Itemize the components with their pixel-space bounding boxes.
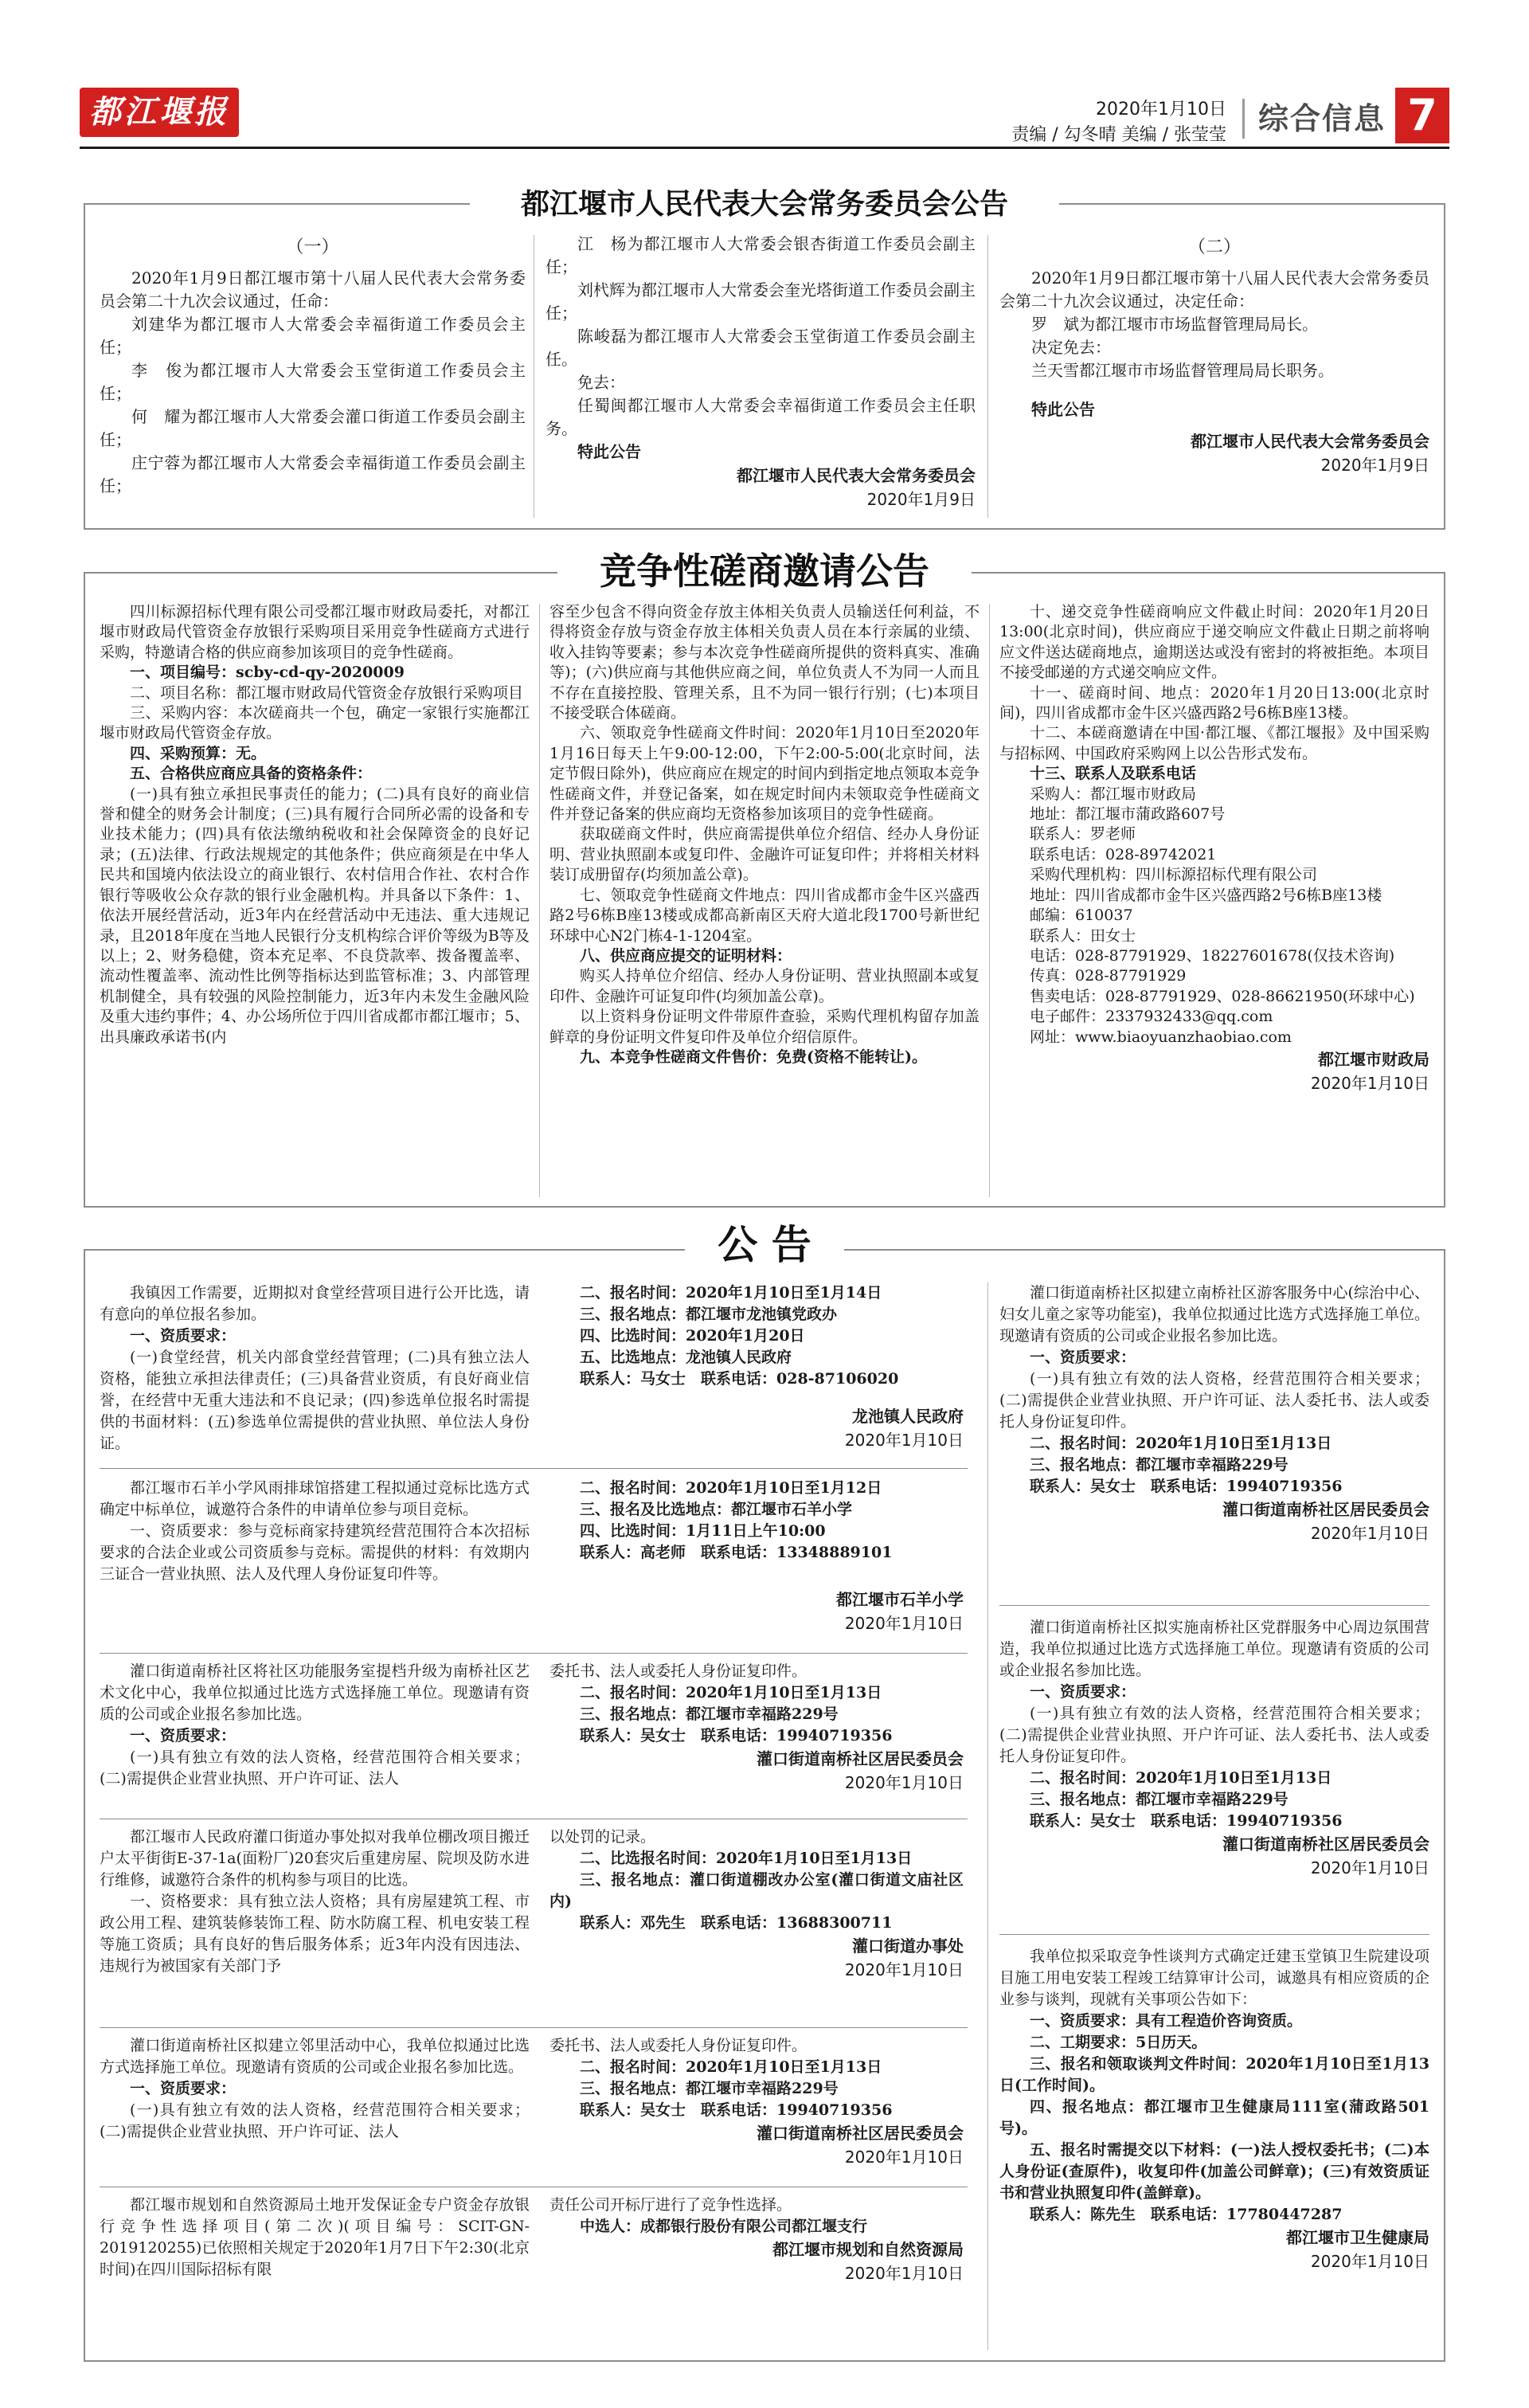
notice-subheading: 一、资质要求： bbox=[130, 1727, 237, 1744]
notice-line: 以处罚的记录。 bbox=[549, 1828, 656, 1846]
newspaper-logo: 都江堰报 bbox=[80, 88, 239, 137]
contact-line: 传真：028-87791929 bbox=[1030, 967, 1187, 985]
notice-paragraph: 灌口街道南桥社区拟建立邻里活动中心，我单位拟通过比选方式选择施工单位。现邀请有资质的公司或企业报名参加比选。 bbox=[100, 2037, 530, 2076]
npc-announcement-title: 都江堰市人民代表大会常务委员会公告 bbox=[470, 185, 1059, 225]
notice-line: 二、报名时间：2020年1月10日至1月14日 bbox=[580, 1284, 882, 1302]
contact-line: 电话：028-87791929、18227601678(仅技术咨询) bbox=[1030, 946, 1395, 965]
npc-two-appointment: 罗 斌为都江堰市市场监督管理局局长。 bbox=[1031, 315, 1318, 334]
notice-signature-org: 都江堰市规划和自然资源局 bbox=[772, 2240, 964, 2259]
notice-line: 三、报名地点：都江堰市幸福路229号 bbox=[1030, 1456, 1289, 1474]
notice-line: 二、比选报名时间：2020年1月10日至1月13日 bbox=[580, 1850, 913, 1867]
consultation-item: 四、采购预算：无。 bbox=[130, 744, 267, 762]
notice-separator bbox=[100, 2027, 968, 2028]
npc-notice-line: 特此公告 bbox=[1031, 400, 1095, 419]
header-rule bbox=[80, 147, 1449, 149]
consultation-paragraph: 获取磋商文件时，供应商需提供单位介绍信、经办人身份证明、营业执照副本或复印件、金融许可证复印件；并将相关材料装订成册留存(均须加盖公章)。 bbox=[549, 825, 980, 884]
npc-appointment: 江 杨为都江堰市人大常委会银杏街道工作委员会副主任； bbox=[546, 234, 976, 276]
notice-item-canteen-right bbox=[549, 1282, 964, 1452]
npc-two-remove-label: 决定免去： bbox=[1031, 338, 1111, 357]
notice-paragraph: 都江堰市规划和自然资源局土地开发保证金专户资金存放银行竞争性选择项目(第二次)(项目编号：SCIT-GN-2019120255)已依照相关规定于2020年1月7日下午2:30(北京时间)在四川国际招标有限 bbox=[100, 2196, 530, 2278]
consultation-item: 五、合格供应商应具备的资格条件： bbox=[130, 765, 373, 783]
contact-line: 售卖电话：028-87791929、028-86621950(环球中心) bbox=[1030, 987, 1415, 1005]
contact-line: 联系人：陈先生 联系电话：17780447287 bbox=[1030, 2206, 1343, 2223]
notice-signature-date: 2020年1月10日 bbox=[1310, 1858, 1429, 1877]
contact-line: 联系人：吴女士 联系电话：19940719356 bbox=[1030, 1812, 1343, 1830]
notice-subheading: 一、资质要求： bbox=[1030, 1349, 1136, 1366]
notice-subheading: 一、资质要求： bbox=[1030, 1683, 1136, 1701]
npc-signature-date: 2020年1月9日 bbox=[866, 490, 976, 509]
notice-signature-org: 灌口街道办事处 bbox=[852, 1936, 964, 1956]
notice-line: 委托书、法人或委托人身份证复印件。 bbox=[549, 1662, 808, 1680]
consultation-signature-org: 都江堰市财政局 bbox=[1318, 1049, 1429, 1069]
consultation-column-3 bbox=[999, 602, 1429, 1095]
npc-part-two-label: （二） bbox=[1187, 237, 1241, 257]
editors-line: 责编 / 勾冬晴 美编 / 张莹莹 bbox=[1011, 125, 1226, 145]
contact-line: 联系人：马女士 联系电话：028-87106020 bbox=[580, 1370, 899, 1388]
notice-item-bank-result-left bbox=[100, 2195, 530, 2281]
contact-line: 联系人：高老师 联系电话：13348889101 bbox=[580, 1544, 893, 1561]
contact-line: 采购人：都江堰市财政局 bbox=[1030, 785, 1197, 803]
notice-line: 四、比选时间：2020年1月20日 bbox=[580, 1327, 805, 1345]
contact-line: 地址：都江堰市蒲政路607号 bbox=[1030, 805, 1226, 824]
column-divider bbox=[987, 235, 988, 518]
notice-signature-org: 龙池镇人民政府 bbox=[852, 1407, 964, 1426]
npc-notice-line: 特此公告 bbox=[577, 442, 641, 461]
notice-paragraph: 一、资质要求：参与竞标商家持建筑经营范围符合本次招标要求的合法企业或公司资质参与竞标。需提供的材料：有效期内三证合一营业执照、法人及代理人身份证复印件等。 bbox=[100, 1522, 530, 1583]
notice-item-repair-left bbox=[100, 1827, 530, 1977]
contact-line: 联系人：田女士 bbox=[1030, 926, 1136, 945]
npc-part-one-label: （一） bbox=[286, 237, 339, 257]
contact-line: 网址：www.biaoyuanzhaobiao.com bbox=[1030, 1028, 1292, 1046]
notice-separator bbox=[100, 1468, 968, 1469]
notice-paragraph: 都江堰市石羊小学风雨排球馆搭建工程拟通过竞标比选方式确定中标单位，诚邀符合条件的申请单位参与项目竞标。 bbox=[100, 1479, 530, 1518]
notice-signature-date: 2020年1月10日 bbox=[844, 1431, 964, 1450]
notice-paragraph: 灌口街道南桥社区拟实施南桥社区党群服务中心周边氛围营造，我单位拟通过比选方式选择施工单位。现邀请有资质的公司或企业报名参加比选。 bbox=[999, 1619, 1429, 1679]
notice-paragraph: (一)具有独立有效的法人资格，经营范围符合相关要求；(二)需提供企业营业执照、开户许可证、法人委托书、法人或委托人身份证复印件。 bbox=[999, 1705, 1429, 1765]
notice-line: 二、报名时间：2020年1月10日至1月12日 bbox=[580, 1479, 882, 1497]
notice-subheading: 一、资质要求： bbox=[130, 2080, 237, 2097]
notice-separator bbox=[999, 1605, 1429, 1606]
notice-item-school-left bbox=[100, 1478, 530, 1585]
notice-signature-date: 2020年1月10日 bbox=[844, 2264, 964, 2283]
notice-item-party-center bbox=[999, 1617, 1429, 1880]
notice-separator bbox=[100, 1653, 968, 1654]
consultation-item: 三、采购内容：本次磋商共一个包，确定一家银行实施都江堰市财政局代管资金存放。 bbox=[100, 704, 530, 742]
notice-line: 二、工期要求：5日历天。 bbox=[1030, 2034, 1207, 2051]
notice-paragraph: 灌口街道南桥社区将社区功能服务室提档升级为南桥社区艺术文化中心，我单位拟通过比选方式选择施工单位。现邀请有资质的公司或企业报名参加比选。 bbox=[100, 1662, 530, 1723]
contact-line: 联系人：吴女士 联系电话：19940719356 bbox=[1030, 1478, 1343, 1495]
consultation-item: 九、本竞争性磋商文件售价：免费(资格不能转让)。 bbox=[580, 1047, 927, 1066]
header-divider bbox=[1242, 99, 1245, 139]
contact-line: 采购代理机构：四川标源招标代理有限公司 bbox=[1030, 866, 1318, 884]
npc-appointment: 陈峻磊为都江堰市人大常委会玉堂街道工作委员会副主任。 bbox=[546, 327, 976, 369]
notice-line: 二、报名时间：2020年1月10日至1月13日 bbox=[1030, 1435, 1332, 1452]
notice-signature-org: 灌口街道南桥社区居民委员会 bbox=[757, 1749, 964, 1768]
npc-signature-date: 2020年1月9日 bbox=[1320, 456, 1429, 475]
consultation-paragraph: 七、领取竞争性磋商文件地点：四川省成都市金牛区兴盛西路2号6栋B座13楼或成都高新南区天府大道北段1700号新世纪环球中心N2门栋4-1-1204室。 bbox=[549, 886, 980, 945]
notice-item-school-right bbox=[549, 1478, 964, 1635]
notice-signature-date: 2020年1月10日 bbox=[844, 1773, 964, 1792]
consultation-column-2 bbox=[549, 602, 980, 1067]
notice-signature-org: 灌口街道南桥社区居民委员会 bbox=[757, 2124, 964, 2143]
notice-paragraph: 都江堰市人民政府灌口街道办事处拟对我单位棚改项目搬迁户太平街街E-37-1a(面粉厂)20套灾后重建房屋、院坝及防水进行维修，诚邀符合条件的机构参与项目的比选。 bbox=[100, 1828, 530, 1889]
npc-removal: 任蜀闽都江堰市人大常委会幸福街道工作委员会主任职务。 bbox=[546, 396, 976, 438]
notice-line: 三、报名地点：都江堰市幸福路229号 bbox=[580, 1705, 839, 1723]
consultation-paragraph: 以上资料身份证明文件带原件查验，采购代理机构留存加盖鲜章的身份证明文件复印件及单位介绍信原件。 bbox=[549, 1008, 980, 1046]
notice-line: 三、报名地点：都江堰市幸福路229号 bbox=[580, 2080, 839, 2097]
notice-paragraph: 我镇因工作需要，近期拟对食堂经营项目进行公开比选，请有意向的单位报名参加。 bbox=[100, 1284, 530, 1323]
npc-column-2 bbox=[546, 233, 976, 511]
consultation-item: 一、项目编号：scby-cd-qy-2020009 bbox=[130, 664, 405, 682]
consultation-item: 二、项目名称：都江堰市财政局代管资金存放银行采购项目 bbox=[130, 683, 524, 702]
notice-item-neighborhood-right bbox=[549, 2035, 964, 2169]
notice-line: 三、报名及比选地点：都江堰市石羊小学 bbox=[580, 1501, 853, 1518]
consultation-item: 十三、联系人及联系电话 bbox=[1030, 765, 1197, 783]
notice-signature-org: 都江堰市石羊小学 bbox=[836, 1590, 964, 1609]
notice-line: 中选人：成都银行股份有限公司都江堰支行 bbox=[580, 2218, 868, 2235]
consultation-paragraph: 四川标源招标代理有限公司受都江堰市财政局委托，对都江堰市财政局代管资金存放银行采购项目采用竞争性磋商方式进行采购，特邀请合格的供应商参加该项目的竞争性磋商。 bbox=[100, 603, 530, 661]
page-number: 7 bbox=[1395, 88, 1449, 143]
notice-signature-date: 2020年1月10日 bbox=[844, 1614, 964, 1633]
notice-line: 二、报名时间：2020年1月10日至1月13日 bbox=[1030, 1769, 1332, 1787]
npc-signature-org: 都江堰市人民代表大会常务委员会 bbox=[1191, 432, 1429, 451]
notice-signature-date: 2020年1月10日 bbox=[1310, 2252, 1429, 2271]
contact-line: 联系人：罗老师 bbox=[1030, 825, 1136, 844]
notice-paragraph: (一)食堂经营，机关内部食堂经营管理；(二)具有独立法人资格，能独立承担法律责任；(三)具备营业资质，有良好商业信誉，在经营中无重大违法和不良记录；(四)参选单位报名时需提供的书面材料：(五)参选单位需提供的营业执照、单位法人身份证。 bbox=[100, 1349, 530, 1452]
notice-signature-date: 2020年1月10日 bbox=[1310, 1524, 1429, 1543]
notice-line: 四、比选时间：1月11日上午10:00 bbox=[580, 1522, 826, 1540]
notice-line: 五、报名时需提交以下材料：(一)法人授权委托书；(二)本人身份证(查原件)，收复印件(加盖公司鲜章)；(三)有效资质证书和营业执照复印件(盖鲜章)。 bbox=[999, 2141, 1429, 2202]
contact-line: 电子邮件：2337932433@qq.com bbox=[1030, 1008, 1273, 1026]
notice-signature-date: 2020年1月10日 bbox=[844, 2148, 964, 2167]
notice-paragraph: (一)具有独立有效的法人资格，经营范围符合相关要求；(二)需提供企业营业执照、开户许可证、法人 bbox=[100, 1748, 530, 1787]
consultation-paragraph: 容至少包含不得向资金存放主体相关负责人员输送任何利益，不得将资金存放与资金存放主体相关负责人员在本行亲属的业绩、收入挂钩等要素；参与本次竞争性磋商所提供的资料真实、准确等)；(六)供应商与其他供应商之间，单位负责人不为同一人而且不存在直接控股、管理关系，且不为同一银行行别；(七)本项目不接受联合体磋商。 bbox=[549, 603, 980, 722]
issue-date: 2020年1月10日 bbox=[1096, 100, 1226, 119]
notice-line: 二、报名时间：2020年1月10日至1月13日 bbox=[580, 2058, 882, 2076]
notice-line: 责任公司开标厅进行了竞争性选择。 bbox=[549, 2196, 792, 2214]
notice-line: 委托书、法人或委托人身份证复印件。 bbox=[549, 2037, 808, 2054]
notice-line: 五、比选地点：龙池镇人民政府 bbox=[580, 1349, 792, 1366]
section-name: 综合信息 bbox=[1257, 101, 1386, 136]
consultation-paragraph: (一)具有独立承担民事责任的能力；(二)具有良好的商业信誉和健全的财务会计制度；(三)具有履行合同所必需的设备和专业技术能力；(四)具有依法缴纳税收和社会保障资金的良好记录；(五)法律、行政法规规定的其他条件；供应商须是在中华人民共和国境内依法设立的商业银行、农村信用合作社、农村合作银行等吸收公众存款的银行业金融机构。并具备以下条件：1、依法开展经营活动，近3年内在经营活动中无违法、重大违规记录，且2018年度在当地人民银行分支机构综合评价等级为B等及以上；2、财务稳健，资本充足率、不良贷款率、拨备覆盖率、流动性覆盖率、流动性比例等指标达到监管标准；3、内部管理机制健全，具有较强的风险控制能力，近3年内未发生金融风险及重大违约事件；4、办公场所位于四川省成都市都江堰市；5、出具廉政承诺书(内 bbox=[100, 785, 530, 1046]
npc-remove-label: 免去： bbox=[577, 373, 625, 392]
contact-line: 联系人：吴女士 联系电话：19940719356 bbox=[580, 2101, 893, 2119]
notice-item-audit bbox=[999, 1946, 1429, 2273]
npc-appointment: 李 俊为都江堰市人大常委会玉堂街道工作委员会主任； bbox=[100, 361, 526, 403]
notice-line: 三、报名地点：都江堰市龙池镇党政办 bbox=[580, 1306, 838, 1323]
consultation-signature-date: 2020年1月10日 bbox=[1310, 1073, 1429, 1093]
consultation-item: 八、供应商应提交的证明材料： bbox=[580, 946, 792, 965]
notice-line: 三、报名和领取谈判文件时间：2020年1月10日至1月13日(工作时间)。 bbox=[999, 2055, 1429, 2094]
notice-signature-org: 灌口街道南桥社区居民委员会 bbox=[1222, 1834, 1429, 1854]
column-divider bbox=[987, 1282, 988, 2350]
notice-line: 二、报名时间：2020年1月10日至1月13日 bbox=[580, 1684, 882, 1701]
contact-line: 联系人：邓先生 联系电话：13688300711 bbox=[580, 1914, 893, 1932]
notice-item-bank-result-right bbox=[549, 2195, 964, 2285]
consultation-column-1 bbox=[100, 602, 530, 1047]
notice-paragraph: 灌口街道南桥社区拟建立南桥社区游客服务中心(综治中心、妇女儿童之家等功能室)，我单位拟通过比选方式选择施工单位。现邀请有资质的公司或企业报名参加比选。 bbox=[999, 1284, 1429, 1345]
column-divider bbox=[539, 604, 540, 1197]
notice-paragraph: (一)具有独立有效的法人资格，经营范围符合相关要求；(二)需提供企业营业执照、开户许可证、法人委托书、法人或委托人身份证复印件。 bbox=[999, 1370, 1429, 1431]
consultation-paragraph: 十二、本磋商邀请在中国·都江堰、《都江堰报》及中国采购与招标网、中国政府采购网上以公告形式发布。 bbox=[999, 724, 1429, 762]
notice-item-art-center-right bbox=[549, 1661, 964, 1795]
npc-two-intro: 2020年1月9日都江堰市第十八届人民代表大会常务委员会第二十九次会议通过，决定任命： bbox=[999, 268, 1429, 311]
notice-signature-date: 2020年1月10日 bbox=[844, 1960, 964, 1979]
notice-item-visitor-center bbox=[999, 1282, 1429, 1545]
notice-paragraph: 我单位拟采取竞争性谈判方式确定迁建玉堂镇卫生院建设项目施工用电安装工程竣工结算审计公司，诚邀具有相应资质的企业参与谈判，现就有关事项公告如下： bbox=[999, 1948, 1429, 2008]
notice-separator bbox=[999, 1934, 1429, 1935]
notice-line: 一、资质要求：具有工程造价咨询资质。 bbox=[1030, 2012, 1303, 2030]
npc-two-removal: 兰天雪都江堰市市场监督管理局局长职务。 bbox=[1031, 361, 1334, 380]
consultation-paragraph: 购买人持单位介绍信、经办人身份证明、营业执照副本或复印件、金融许可证复印件(均须加盖公章)。 bbox=[549, 967, 980, 1005]
notice-signature-org: 灌口街道南桥社区居民委员会 bbox=[1222, 1500, 1429, 1519]
notice-paragraph: 一、资格要求：具有独立法人资格；具有房屋建筑工程、市政公用工程、建筑装修装饰工程、防水防腐工程、机电安装工程等施工资质；具有良好的售后服务体系；近3年内没有因违法、违规行为被国家有关部门予 bbox=[100, 1893, 530, 1975]
notice-subheading: 一、资质要求： bbox=[130, 1327, 237, 1345]
notice-item-canteen-left bbox=[100, 1282, 530, 1455]
contact-line: 联系电话：028-89742021 bbox=[1030, 845, 1217, 863]
consultation-paragraph: 十、递交竞争性磋商响应文件截止时间：2020年1月20日13:00(北京时间)，供应商应于递交响应文件截止日期之前将响应文件送达磋商地点，逾期送达或没有密封的将被拒绝。本项目不接受邮递的方式递交响应文件。 bbox=[999, 603, 1429, 682]
npc-one-intro: 2020年1月9日都江堰市第十八届人民代表大会常务委员会第二十九次会议通过，任命： bbox=[100, 268, 526, 311]
contact-line: 邮编：610037 bbox=[1030, 906, 1133, 925]
contact-line: 地址：四川省成都市金牛区兴盛西路2号6栋B座13楼 bbox=[1030, 886, 1382, 904]
npc-appointment: 何 耀为都江堰市人大常委会灌口街道工作委员会副主任； bbox=[100, 407, 526, 449]
notice-item-art-center-left bbox=[100, 1661, 530, 1790]
consultation-paragraph: 六、领取竞争性磋商文件时间：2020年1月10日至2020年1月16日每天上午9:00-12:00，下午2:00-5:00(北京时间，法定节假日除外)，供应商应在规定的时间内到指定地点领取本竞争性磋商文件，并登记备案，如在规定时间内未领取竞争性磋商文件并登记备案的供应商均无资格参加该项目的竞争性磋商。 bbox=[549, 724, 980, 824]
notice-line: 四、报名地点：都江堰市卫生健康局111室(蒲政路501号)。 bbox=[999, 2098, 1429, 2137]
column-divider bbox=[989, 604, 990, 1197]
npc-appointment: 刘杙辉为都江堰市人大常委会奎光塔街道工作委员会副主任； bbox=[546, 280, 976, 323]
npc-column-1 bbox=[100, 233, 526, 498]
npc-appointment: 刘建华为都江堰市人大常委会幸福街道工作委员会主任； bbox=[100, 315, 526, 357]
notice-signature-org: 都江堰市卫生健康局 bbox=[1286, 2228, 1429, 2247]
notice-item-neighborhood-left bbox=[100, 2035, 530, 2143]
npc-signature-org: 都江堰市人民代表大会常务委员会 bbox=[737, 466, 976, 485]
npc-column-3 bbox=[999, 233, 1429, 477]
contact-line: 联系人：吴女士 联系电话：19940719356 bbox=[580, 1727, 893, 1744]
consultation-title: 竞争性磋商邀请公告 bbox=[557, 546, 972, 596]
notice-line: 三、报名地点：都江堰市幸福路229号 bbox=[1030, 1791, 1289, 1808]
notice-item-repair-right bbox=[549, 1827, 964, 1982]
notice-title: 公 告 bbox=[685, 1217, 844, 1273]
notice-line: 三、报名地点：灌口街道棚改办公室(灌口街道文庙社区内) bbox=[549, 1871, 964, 1910]
npc-appointment: 庄宁蓉为都江堰市人大常委会幸福街道工作委员会副主任； bbox=[100, 453, 526, 495]
consultation-paragraph: 十一、磋商时间、地点：2020年1月20日13:00(北京时间)，四川省成都市金牛区兴盛西路2号6栋B座13楼。 bbox=[999, 683, 1429, 722]
notice-paragraph: (一)具有独立有效的法人资格，经营范围符合相关要求；(二)需提供企业营业执照、开户许可证、法人 bbox=[100, 2101, 530, 2140]
